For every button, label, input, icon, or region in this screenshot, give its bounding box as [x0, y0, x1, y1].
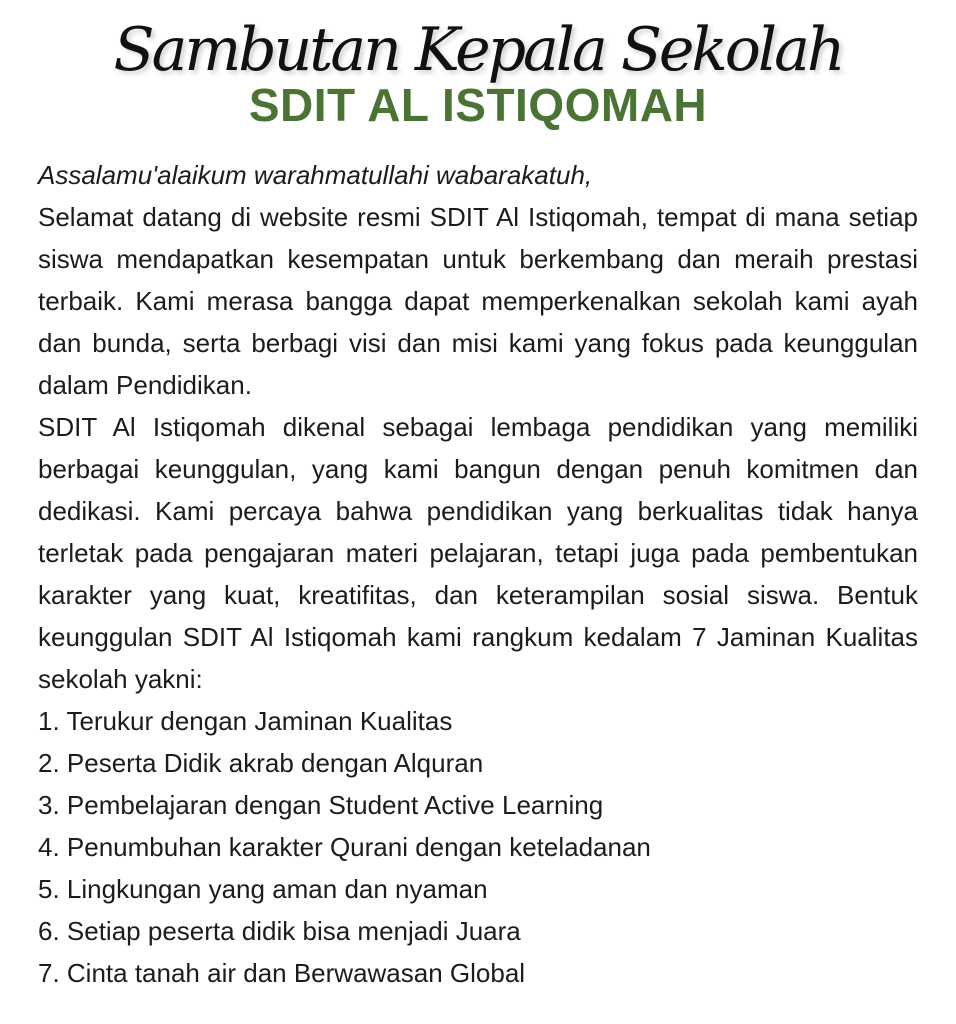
quality-guarantee-list: [38, 700, 918, 994]
excellence-paragraph: SDIT Al Istiqomah dikenal sebagai lembaga pendidikan yang memiliki berbagai keunggulan, yang kami bangun dengan penuh komitmen dan dedikasi. Kami percaya bahwa pendidikan yang berkualitas tidak hanya terletak pada pengajaran materi pelajaran, tetapi juga pada pembentukan karakter yang kuat, kreatifitas, dan keterampilan sosial siswa. Bentuk keunggulan SDIT Al Istiqomah kami rangkum kedalam 7 Jaminan Kualitas sekolah yakni:: [38, 412, 918, 694]
quality-list-item-4: 4. Penumbuhan karakter Qurani dengan keteladanan: [38, 832, 651, 862]
quality-list-item-7: 7. Cinta tanah air dan Berwawasan Global: [38, 958, 526, 988]
script-title: Sambutan Kepala Sekolah: [113, 15, 843, 85]
page-header: [38, 0, 918, 130]
quality-list-item-6: 6. Setiap peserta didik bisa menjadi Juara: [38, 916, 521, 946]
welcome-paragraph: Selamat datang di website resmi SDIT Al Istiqomah, tempat di mana setiap siswa mendapatkan kesempatan untuk berkembang dan meraih prestasi terbaik. Kami merasa bangga dapat memperkenalkan sekolah kami ayah dan bunda, serta berbagi visi dan misi kami yang fokus pada keunggulan dalam Pendidikan.: [38, 202, 918, 400]
welcome-message: [38, 154, 918, 994]
quality-list-item-1: 1. Terukur dengan Jaminan Kualitas: [38, 706, 453, 736]
islamic-greeting: Assalamu'alaikum warahmatullahi wabarakatuh,: [38, 160, 593, 190]
quality-list-item-5: 5. Lingkungan yang aman dan nyaman: [38, 874, 488, 904]
quality-list-item-2: 2. Peserta Didik akrab dengan Alquran: [38, 748, 484, 778]
school-name-title: SDIT AL ISTIQOMAH: [248, 79, 708, 131]
quality-list-item-3: 3. Pembelajaran dengan Student Active Learning: [38, 790, 604, 820]
